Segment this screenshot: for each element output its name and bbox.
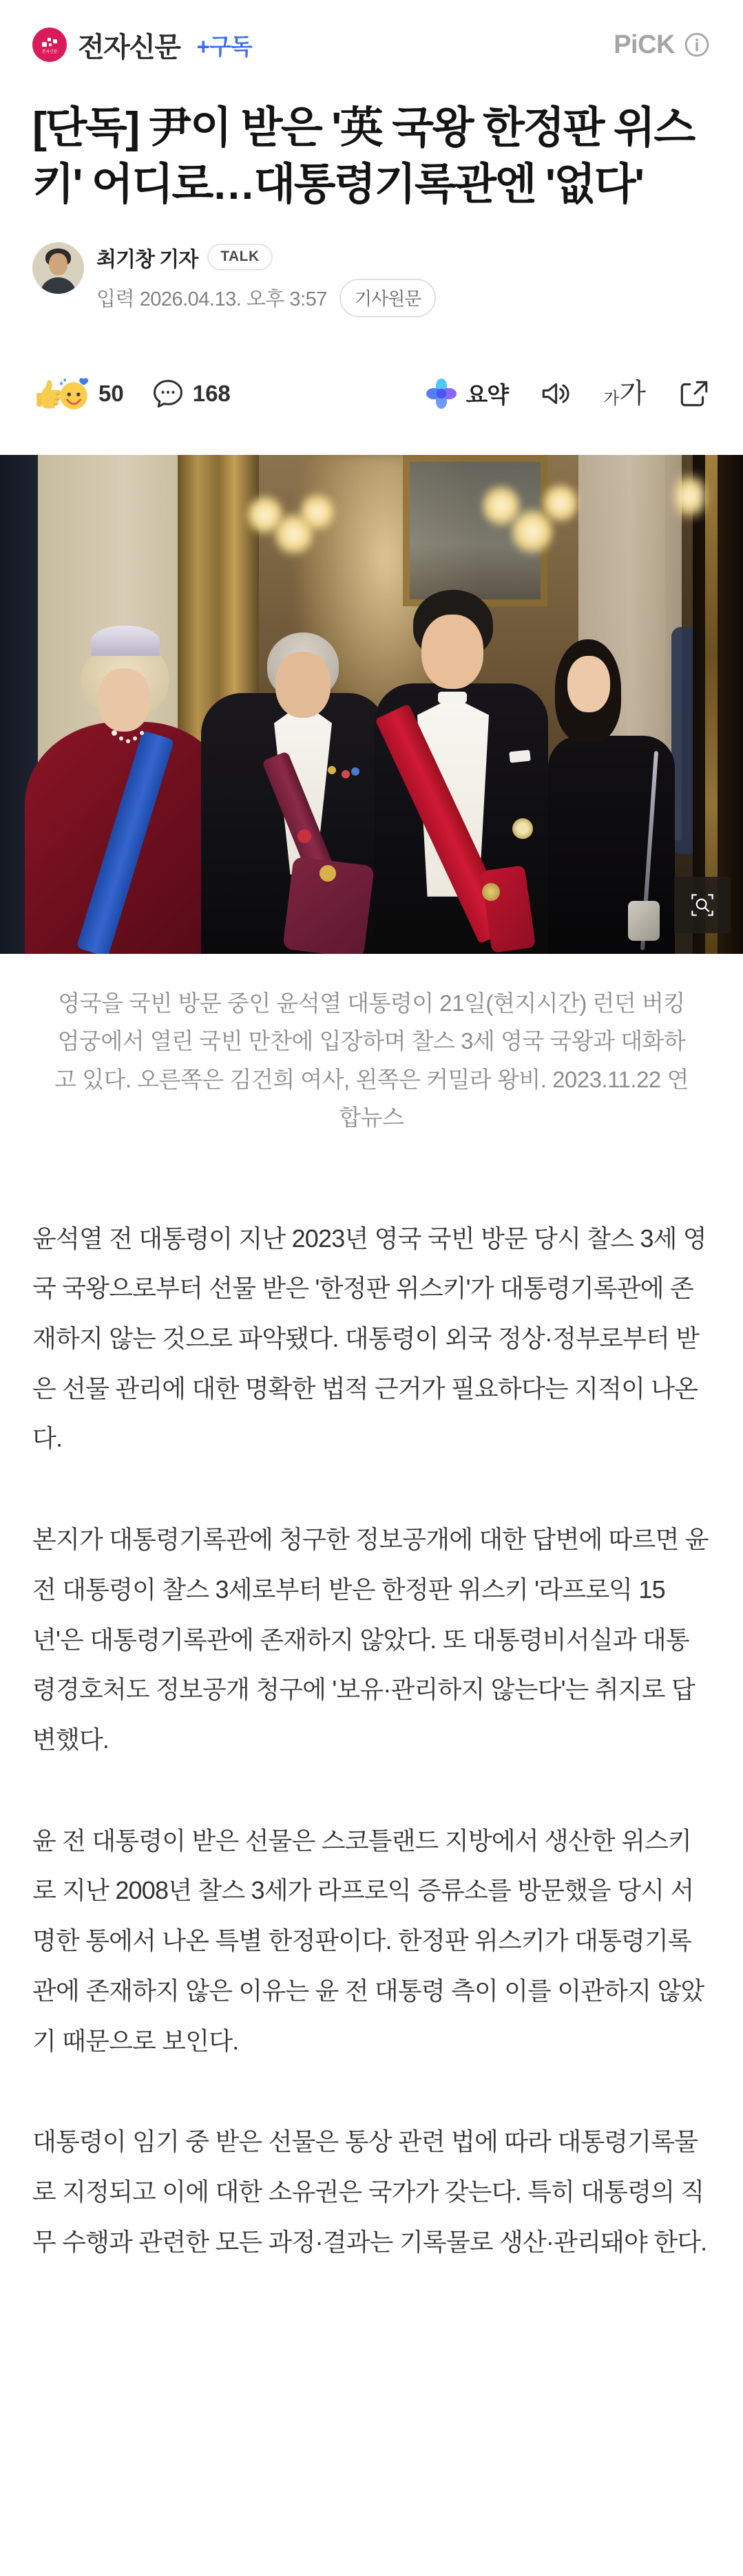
- photo-caption: 영국을 국빈 방문 중인 윤석열 대통령이 21일(현지시간) 런던 버킹엄궁에서 열린 국빈 만찬에 입장하며 찰스 3세 영국 국왕과 대화하고 있다. 오른쪽은 김건희 여사, 왼쪽은 커밀라 왕비. 2023.11.22 연합뉴스: [54, 990, 689, 1131]
- author-name[interactable]: 최기창 기자: [96, 248, 198, 271]
- published-datetime: 입력 2026.04.13. 오후 3:57: [96, 288, 327, 311]
- speaker-icon: [538, 376, 573, 411]
- body-paragraph: 대통령이 임기 중 받은 선물은 통상 관련 법에 따라 대통령기록물로 지정되고 이에 대한 소유권은 국가가 갖는다. 특히 대통령의 직무 수행과 관련한 모든 과정·결과는 기록물로 생산·관리돼야 한다.: [32, 2127, 707, 2256]
- share-icon: [676, 376, 711, 411]
- smiley-heart-emoji-icon: [56, 376, 90, 411]
- comment-bubble-icon: [151, 377, 185, 410]
- article-photo: [0, 455, 743, 954]
- original-article-button[interactable]: 기사원문: [339, 279, 436, 317]
- article-body: [32, 1214, 711, 2299]
- magnifier-icon: [687, 890, 718, 920]
- summary-label: 요약: [465, 382, 509, 408]
- photo-person-camilla-face: [98, 668, 150, 732]
- photo-camilla-necklace: [112, 730, 117, 736]
- photo-chandelier-light: [675, 469, 705, 524]
- body-paragraph: 윤 전 대통령이 받은 선물은 스코틀랜드 지방에서 생산한 위스키로 지난 2008년 찰스 3세가 라프로익 증류소를 방문했을 당시 서명한 통에서 나온 특별 한정판이다. 한정판 위스키가 대통령기록관에 존재하지 않은 이유는 윤 전 대통령 측이 이를 이관하지 않았기 때문으로 보인다.: [32, 1826, 704, 2055]
- subscribe-button[interactable]: +구독: [197, 29, 252, 61]
- brand-logo-glyph: [41, 37, 59, 50]
- photo-yoon-bowtie: [438, 692, 467, 703]
- reactions-count: 50: [98, 380, 124, 406]
- pick-info-icon[interactable]: [683, 31, 711, 58]
- reaction-emojis: [32, 376, 90, 411]
- photo-charles-medals: [328, 766, 336, 774]
- photo-yoon-pocket-square: [509, 749, 531, 763]
- photo-chandelier-light: [543, 481, 578, 525]
- avatar-face: [49, 253, 67, 275]
- comments-count: 168: [192, 380, 231, 406]
- pick-label: PiCK: [614, 30, 675, 59]
- photo-charles-sash-drape: [282, 856, 375, 954]
- text-to-speech-button[interactable]: [538, 376, 573, 411]
- font-size-large-label: 가: [619, 378, 646, 409]
- font-size-button[interactable]: [603, 380, 646, 407]
- font-size-small-label: 가: [603, 389, 620, 408]
- talk-badge-button[interactable]: TALK: [207, 244, 272, 270]
- photo-person-yoon-face: [421, 615, 483, 689]
- header: [0, 0, 743, 69]
- author-avatar[interactable]: [32, 242, 84, 294]
- photo-yoon-order-star: [512, 818, 533, 839]
- photo-chandelier-light: [300, 491, 335, 533]
- photo-person-charles-face: [275, 652, 331, 718]
- header-right: [614, 30, 711, 60]
- share-button[interactable]: [676, 376, 711, 411]
- ai-summary-button[interactable]: [426, 377, 508, 409]
- photo-person-kim-face: [567, 656, 610, 712]
- article-title: [단독] 尹이 받은 '英 국왕 한정판 위스키' 어디로…대통령기록관엔 '없다': [32, 104, 694, 209]
- brand-logo[interactable]: [32, 28, 67, 62]
- article-toolbar: [32, 376, 711, 411]
- body-paragraph: 윤석열 전 대통령이 지난 2023년 영국 국빈 방문 당시 찰스 3세 영국 국왕으로부터 선물 받은 '한정판 위스키'가 대통령기록관에 존재하지 않는 것으로 파악됐다. 대통령이 외국 정상·정부로부터 받은 선물 관리에 대한 명확한 법적 근거가 필요하다는 지적이 나온다.: [32, 1224, 707, 1453]
- photo-camilla-tiara: [91, 626, 160, 656]
- brand-name[interactable]: 전자신문: [78, 32, 180, 63]
- body-paragraph: 본지가 대통령기록관에 청구한 정보공개에 대한 답변에 따르면 윤 전 대통령이 찰스 3세로부터 받은 한정판 위스키 '라프로익 15년'은 대통령기록관에 존재하지 않았다. 또 대통령비서실과 대통령경호처도 정보공개 청구에 '보유·관리하지 않는다'는 취지로 답변했다.: [32, 1525, 709, 1754]
- photo-yoon-sash-badge: [482, 883, 500, 901]
- ai-summary-icon: [426, 378, 457, 409]
- comments-button[interactable]: [151, 377, 231, 410]
- reactions-button[interactable]: [32, 376, 124, 411]
- avatar-body: [40, 277, 76, 294]
- brand-logo-text: 전자신문: [41, 50, 58, 54]
- author-section: [32, 242, 711, 317]
- photo-kim-clutch: [628, 901, 660, 941]
- photo-zoom-button[interactable]: [674, 877, 731, 933]
